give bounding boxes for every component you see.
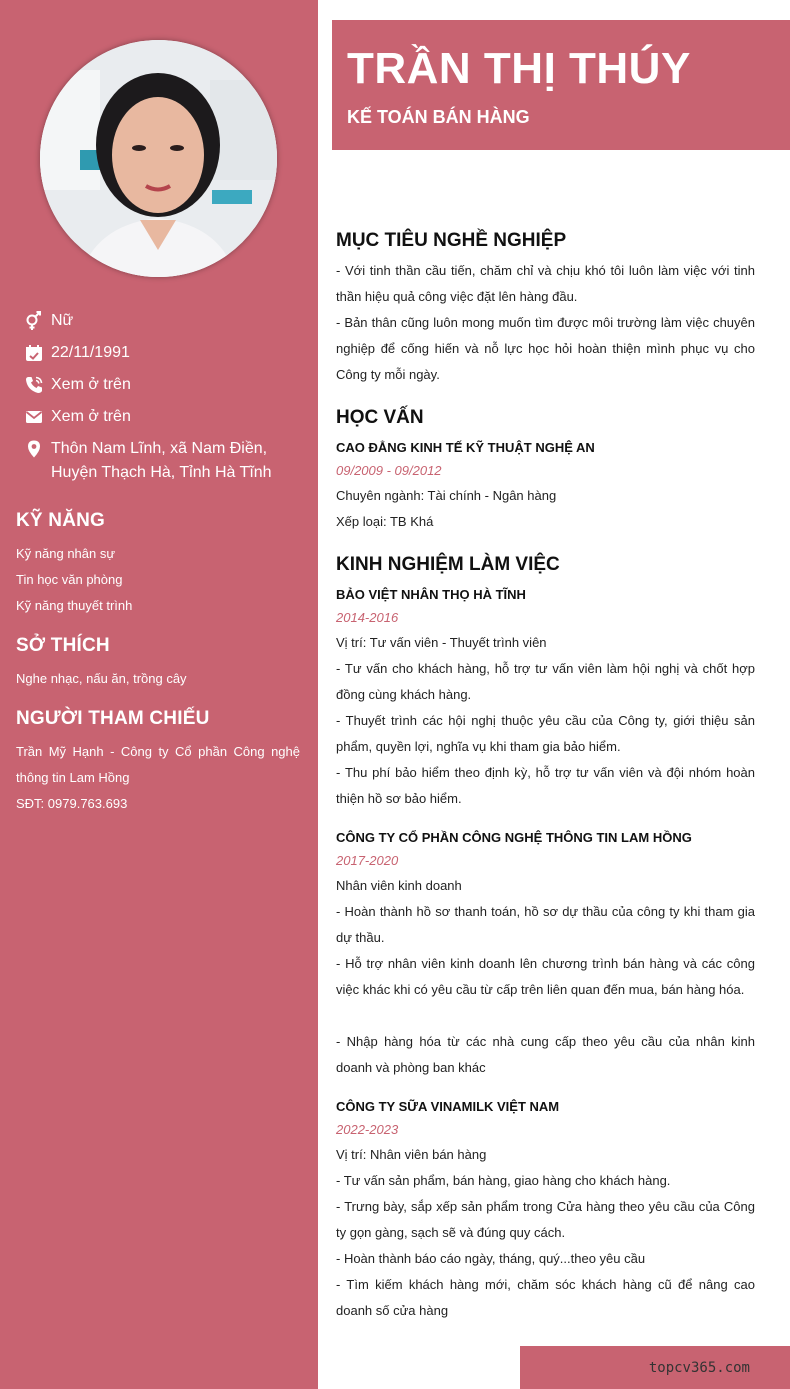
candidate-role: KẾ TOÁN BÁN HÀNG xyxy=(347,107,530,127)
job-duty: - Tư vấn sản phẩm, bán hàng, giao hàng cho khách hàng. xyxy=(336,1173,671,1188)
address-row xyxy=(24,437,304,485)
name-header xyxy=(332,20,790,150)
job-period: 2014-2016 xyxy=(336,610,399,625)
job-period: 2022-2023 xyxy=(336,1122,399,1137)
job-company: CÔNG TY SỮA VINAMILK VIỆT NAM xyxy=(336,1099,560,1114)
brand-watermark: topcv365.com xyxy=(648,1360,750,1376)
reference-text: Trần Mỹ Hạnh - Công ty Cổ phần Công nghệ thông tin Lam Hồng xyxy=(16,744,300,785)
phone-value: Xem ở trên xyxy=(51,376,131,393)
school-name: CAO ĐẲNG KINH TẾ KỸ THUẬT NGHỆ AN xyxy=(336,440,595,455)
job-duty: - Thu phí bảo hiểm theo định kỳ, hỗ trợ tư vấn viên và đội nhóm hoàn thiện hồ sơ bảo hiểm. xyxy=(336,765,755,806)
address-value xyxy=(51,437,304,485)
job-company: CÔNG TY CỔ PHẦN CÔNG NGHỆ THÔNG TIN LAM HỒNG xyxy=(336,830,692,845)
job-duty: - Tìm kiếm khách hàng mới, chăm sóc khách hàng cũ để nâng cao doanh số cửa hàng xyxy=(336,1277,755,1318)
address-line-2: Huyện Thạch Hà, Tỉnh Hà Tĩnh xyxy=(51,464,272,481)
job-duty: - Hoàn thành báo cáo ngày, tháng, quý...theo yêu cầu xyxy=(336,1251,646,1266)
footer-banner xyxy=(520,1346,790,1389)
job-position: Vị trí: Nhân viên bán hàng xyxy=(336,1147,487,1162)
job-duty: - Thuyết trình các hội nghị thuộc yêu cầu của Công ty, giới thiệu sản phẩm, quyền lợi, nghĩa vụ khi tham gia bảo hiểm. xyxy=(336,713,755,754)
birthday-value: 22/11/1991 xyxy=(51,344,130,361)
location-icon xyxy=(24,437,51,461)
gender-row xyxy=(24,309,304,333)
job-duty: - Hoàn thành hồ sơ thanh toán, hồ sơ dự thầu của công ty khi tham gia dự thầu. xyxy=(336,904,755,945)
references-title: NGƯỜI THAM CHIẾU xyxy=(16,708,210,729)
job-duty: - Nhập hàng hóa từ các nhà cung cấp theo yêu cầu của nhân kinh doanh và phòng ban khác xyxy=(336,1034,755,1075)
skills-title: KỸ NĂNG xyxy=(16,510,106,531)
hobbies-title: SỞ THÍCH xyxy=(16,635,110,656)
hobbies-text: Nghe nhạc, nấu ăn, trồng cây xyxy=(16,671,187,686)
skill-item: Tin học văn phòng xyxy=(16,572,123,587)
objective-line: - Bản thân cũng luôn mong muốn tìm được môi trường làm việc chuyên nghiệp để cống hiến và nỗ lực học hỏi hoàn thiện mình phục vụ cho Công ty mỗi ngày. xyxy=(336,315,755,382)
gender-value: Nữ xyxy=(51,312,74,329)
email-row xyxy=(24,405,304,429)
job-position: Vị trí: Tư vấn viên - Thuyết trình viên xyxy=(336,635,547,650)
phone-row xyxy=(24,373,304,397)
calendar-icon xyxy=(24,341,51,365)
job-company: BẢO VIỆT NHÂN THỌ HÀ TĨNH xyxy=(336,587,526,602)
gender-icon xyxy=(24,309,51,333)
education-grade: Xếp loại: TB Khá xyxy=(336,514,434,529)
job-duty: - Hỗ trợ nhân viên kinh doanh lên chương trình bán hàng và các công việc khác khi có yêu cầu từ cấp trên liên quan đến mua, bán hàng hóa. xyxy=(336,956,755,997)
job-position: Nhân viên kinh doanh xyxy=(336,878,462,893)
skill-item: Kỹ năng nhân sự xyxy=(16,546,116,561)
objective-title: MỤC TIÊU NGHỀ NGHIỆP xyxy=(336,230,567,251)
contact-info xyxy=(24,309,304,493)
skill-item: Kỹ năng thuyết trình xyxy=(16,598,133,613)
job-period: 2017-2020 xyxy=(336,853,399,868)
address-line-1: Thôn Nam Lĩnh, xã Nam Điền, xyxy=(51,440,268,457)
sidebar xyxy=(0,0,318,1389)
education-title: HỌC VẤN xyxy=(336,407,424,428)
job-duty: - Trưng bày, sắp xếp sản phẩm trong Cửa hàng theo yêu cầu của Công ty gọn gàng, sạch sẽ và đúng quy cách. xyxy=(336,1199,755,1240)
candidate-name: TRẦN THỊ THÚY xyxy=(347,44,691,93)
email-icon xyxy=(24,405,51,429)
reference-phone: SĐT: 0979.763.693 xyxy=(16,796,128,811)
experience-title: KINH NGHIỆM LÀM VIỆC xyxy=(336,554,560,575)
avatar-photo xyxy=(40,40,277,277)
objective-line: - Với tinh thần cầu tiến, chăm chỉ và chịu khó tôi luôn làm việc với tinh thần hiệu quả công việc đặt lên hàng đầu. xyxy=(336,263,755,304)
email-value: Xem ở trên xyxy=(51,408,131,425)
birthday-row xyxy=(24,341,304,365)
phone-icon xyxy=(24,373,51,397)
job-duty: - Tư vấn cho khách hàng, hỗ trợ tư vấn viên làm hội nghị và chốt hợp đồng cùng khách hàng. xyxy=(336,661,755,702)
education-period: 09/2009 - 09/2012 xyxy=(336,463,442,478)
education-major: Chuyên ngành: Tài chính - Ngân hàng xyxy=(336,488,557,503)
avatar xyxy=(40,40,277,277)
